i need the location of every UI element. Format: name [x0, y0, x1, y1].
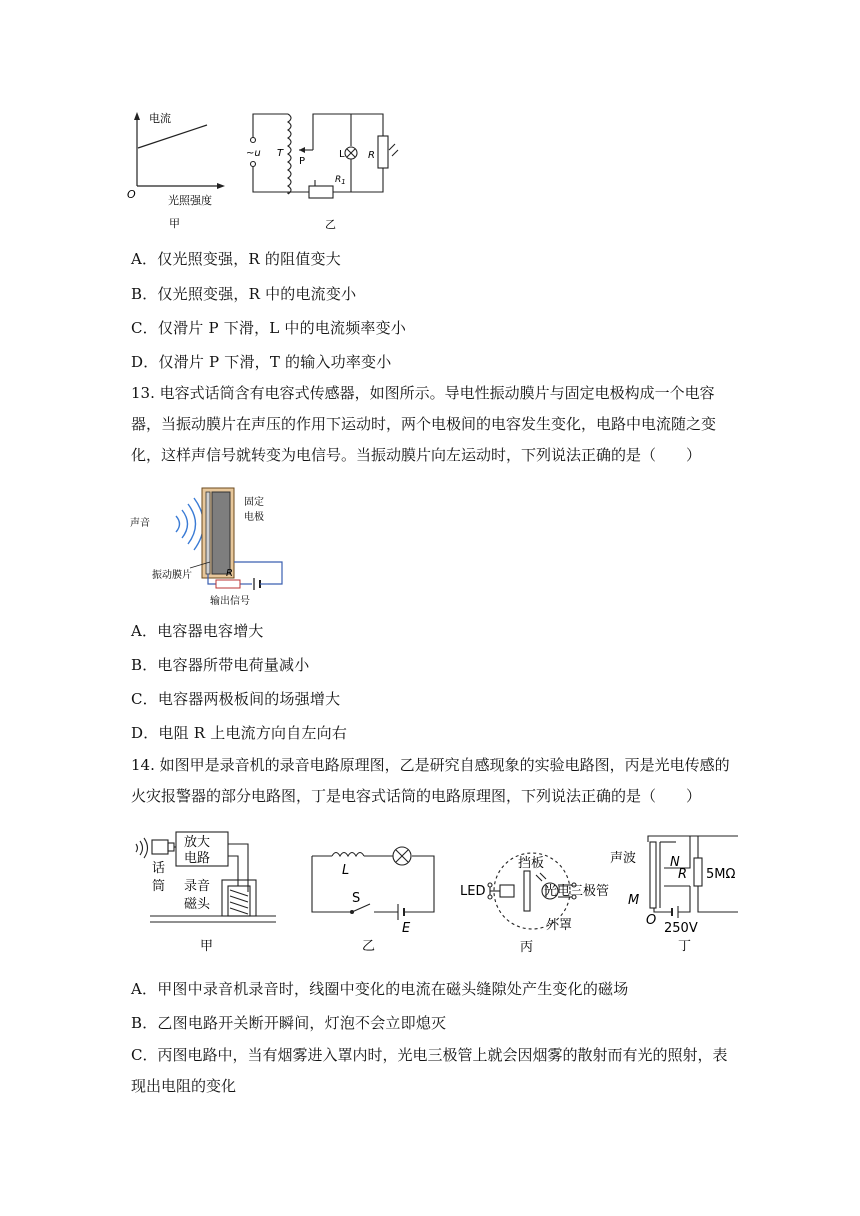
q14-caption-yi: 乙 [362, 939, 376, 954]
q14-ding-M: M [628, 893, 640, 908]
q14-bing-cover: 外罩 [546, 918, 573, 933]
circuit-L-label: L [339, 149, 345, 160]
q14-option-a: A．甲图中录音机录音时，线圈中变化的电流在磁头缝隙处产生变化的磁场 [131, 980, 629, 998]
q14-yi-L: L [342, 863, 350, 878]
circuit-u-label: ~u [246, 148, 261, 159]
q14-caption-ding: 丁 [678, 939, 692, 954]
graph-ylabel: 电流 [149, 112, 171, 125]
circuit-T-label: T [277, 148, 284, 159]
q12-option-d: D．仅滑片 P 下滑，T 的输入功率变小 [131, 353, 392, 371]
q14-figure-jia [130, 828, 280, 956]
q14-figure-bing [460, 845, 635, 956]
q13-option-d: D．电阻 R 上电流方向自左向右 [131, 724, 348, 742]
q12-option-b: B．仅光照变强，R 中的电流变小 [131, 285, 357, 303]
q13-option-a: A．电容器电容增大 [131, 622, 264, 640]
graph-origin: O [127, 188, 136, 201]
q14-jia-amp-1: 放大 [184, 835, 211, 850]
q14-stem: 14. 如图甲是录音机的录音电路原理图，乙是研究自感现象的实验电路图，丙是光电传感的火灾报警器的部分电路图，丁是电容式话筒的电路原理图，下列说法正确的是（ ） [131, 756, 730, 805]
q14-jia-head-1: 录音 [184, 879, 211, 894]
q13-figure [130, 482, 300, 610]
q12-option-a: A．仅光照变强，R 的阻值变大 [131, 250, 341, 268]
q14-jia-mic-2: 筒 [152, 879, 166, 894]
q14-ding-wave: 声波 [610, 851, 637, 866]
q14-caption-bing: 丙 [520, 940, 534, 955]
q14-ding-O: O [646, 913, 657, 928]
q14-jia-mic-1: 话 [152, 861, 166, 876]
fig12-caption-jia: 甲 [169, 217, 180, 230]
circuit-R1-label: $R_1$ [335, 175, 346, 186]
q14-option-b: B．乙图电路开关断开瞬间，灯泡不会立即熄灭 [131, 1014, 447, 1032]
q14-jia-amp-2: 电路 [184, 851, 211, 866]
q14-yi-E: E [402, 921, 411, 936]
q13-option-c: C．电容器两极板间的场强增大 [131, 690, 341, 708]
q14-bing-photo: 光电三极管 [544, 884, 610, 899]
circuit-R-label: R [368, 150, 375, 161]
q14-caption-jia: 甲 [200, 939, 214, 954]
q12-option-c: C．仅滑片 P 下滑，L 中的电流频率变小 [131, 319, 407, 337]
q14-figure-yi [302, 838, 442, 956]
q13-fixed-label-2: 电极 [244, 512, 264, 523]
q13-option-b: B．电容器所带电荷量减小 [131, 656, 310, 674]
q13-stem: 13. 电容式话筒含有电容式传感器，如图所示。导电性振动膜片与固定电极构成一个电容器，当振动膜片在声压的作用下运动时，两个电极间的电容发生变化，电路中电流随之变化，这样声信号就转变为电信号。当振动膜片向左运动时，下列说法正确的是（ ） [131, 384, 717, 464]
q14-bing-led: LED [460, 884, 486, 899]
q14-ding-res: 5MΩ [706, 867, 736, 882]
circuit-P-label: P [299, 156, 306, 167]
fig12-graph-jia [125, 108, 235, 233]
fig12-caption-yi: 乙 [325, 218, 336, 231]
q14-ding-volt: 250V [664, 921, 698, 936]
q14-ding-R: R [678, 867, 688, 882]
q14-jia-head-2: 磁头 [184, 897, 211, 912]
q14-ding-N: N [670, 855, 680, 870]
q13-output-label: 输出信号 [210, 596, 250, 607]
q14-option-c: C．丙图电路中，当有烟雾进入罩内时，光电三极管上就会因烟雾的散射而有光的照射，表现出电阻的变化 [131, 1046, 728, 1095]
q13-sound-label: 声音 [130, 518, 150, 529]
graph-xlabel: 光照强度 [168, 194, 212, 207]
q14-yi-S: S [352, 891, 361, 906]
q13-fixed-label-1: 固定 [244, 497, 264, 508]
q14-figure-ding [610, 828, 740, 956]
q14-bing-plate: 挡板 [518, 856, 545, 871]
fig12-circuit-yi [243, 106, 403, 233]
q13-membrane-label: 振动膜片 [152, 570, 192, 581]
q13-R-label: R [226, 568, 233, 579]
